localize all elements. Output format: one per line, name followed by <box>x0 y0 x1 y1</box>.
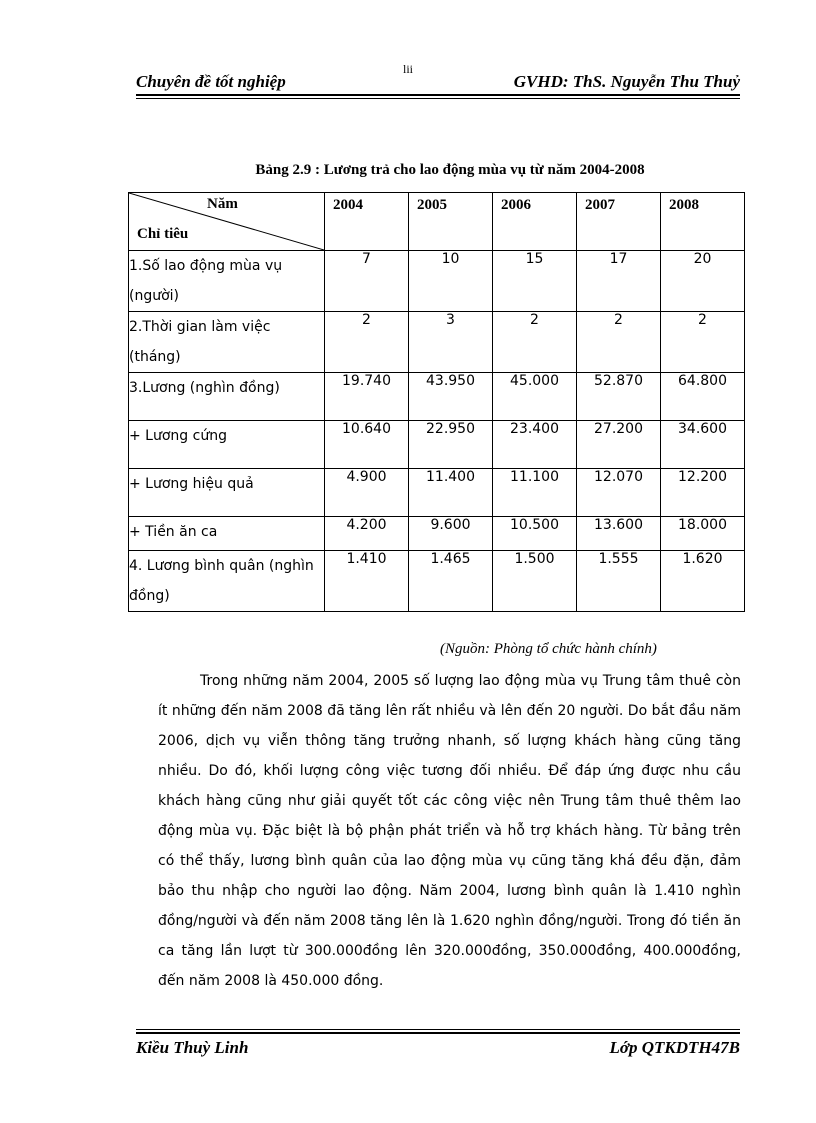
table-source-note: (Nguồn: Phòng tổ chức hành chính) <box>440 641 657 657</box>
cell-value: 13.600 <box>577 517 661 551</box>
year-header: 2004 <box>325 193 409 251</box>
header-rule-thick <box>136 94 740 96</box>
cell-value: 1.410 <box>325 551 409 612</box>
cell-value: 1.555 <box>577 551 661 612</box>
footer-class: Lớp QTKDTH47B <box>609 1038 740 1057</box>
cell-value: 19.740 <box>325 373 409 421</box>
cell-value: 64.800 <box>661 373 745 421</box>
page-footer <box>136 1038 740 1062</box>
table-row <box>129 421 745 469</box>
table-row <box>129 251 745 312</box>
year-header: 2008 <box>661 193 745 251</box>
year-header: 2006 <box>493 193 577 251</box>
table-row <box>129 517 745 551</box>
cell-value: 20 <box>661 251 745 312</box>
cell-value: 4.200 <box>325 517 409 551</box>
page-number: lii <box>402 62 413 76</box>
footer-author: Kiều Thuỳ Linh <box>136 1038 249 1057</box>
table-row <box>129 373 745 421</box>
body-paragraph: Trong những năm 2004, 2005 số lượng lao động mùa vụ Trung tâm thuê còn ít những đến năm 2008 đã tăng lên rất nhiều và lên đến 20 người. Do bắt đầu năm 2006, dịch vụ viễn thông tăng trưởng nhanh, số lượng khách hàng cũng tăng nhiều. Do đó, khối lượng công việc tương đối nhiều. Để đáp ứng được nhu cầu khách hàng cũng như giải quyết tốt các công việc nên Trung tâm thuê thêm lao động mùa vụ. Đặc biệt là bộ phận phát triển và hỗ trợ khách hàng. Từ bảng trên có thể thấy, lương bình quân của lao động mùa vụ cũng tăng khá đều đặn, đảm bảo thu nhập cho người lao động. Năm 2004, lương bình quân là 1.410 nghìn đồng/người và đến năm 2008 tăng lên là 1.620 nghìn đồng/người. Trong đó tiền ăn ca tăng lần lượt từ 300.000đồng lên 320.000đồng, 350.000đồng, 400.000đồng, đến năm 2008 là 450.000 đồng. <box>158 673 741 989</box>
cell-value: 27.200 <box>577 421 661 469</box>
cell-value: 2 <box>325 312 409 373</box>
cell-value: 34.600 <box>661 421 745 469</box>
cell-value: 1.620 <box>661 551 745 612</box>
header-left-title: Chuyên đề tốt nghiệp <box>136 72 286 91</box>
corner-metric-label: Chỉ tiêu <box>137 226 189 242</box>
cell-value: 45.000 <box>493 373 577 421</box>
cell-value: 1.500 <box>493 551 577 612</box>
row-label: 4. Lương bình quân (nghìn đồng) <box>129 551 325 612</box>
table-row <box>129 551 745 612</box>
footer-rule-thick <box>136 1032 740 1034</box>
corner-year-label: Năm <box>207 196 238 212</box>
row-label: 1.Số lao động mùa vụ (người) <box>129 251 325 312</box>
page-header <box>136 68 740 94</box>
cell-value: 9.600 <box>409 517 493 551</box>
table-row <box>129 312 745 373</box>
cell-value: 43.950 <box>409 373 493 421</box>
cell-value: 22.950 <box>409 421 493 469</box>
year-header: 2005 <box>409 193 493 251</box>
row-label: 2.Thời gian làm việc (tháng) <box>129 312 325 373</box>
cell-value: 12.200 <box>661 469 745 517</box>
cell-value: 15 <box>493 251 577 312</box>
table-corner-cell <box>129 193 325 251</box>
cell-value: 4.900 <box>325 469 409 517</box>
header-rule-thin <box>136 98 740 99</box>
cell-value: 2 <box>577 312 661 373</box>
cell-value: 11.100 <box>493 469 577 517</box>
row-label: + Tiền ăn ca <box>129 517 325 551</box>
cell-value: 23.400 <box>493 421 577 469</box>
cell-value: 3 <box>409 312 493 373</box>
table-header-row <box>129 193 745 251</box>
table-title: Bảng 2.9 : Lương trả cho lao động mùa vụ từ năm 2004-2008 <box>255 162 645 178</box>
cell-value: 10.640 <box>325 421 409 469</box>
year-header: 2007 <box>577 193 661 251</box>
cell-value: 10 <box>409 251 493 312</box>
salary-table <box>128 192 745 612</box>
row-label: + Lương cứng <box>129 421 325 469</box>
cell-value: 52.870 <box>577 373 661 421</box>
cell-value: 12.070 <box>577 469 661 517</box>
footer-rule-thin <box>136 1029 740 1030</box>
cell-value: 7 <box>325 251 409 312</box>
cell-value: 11.400 <box>409 469 493 517</box>
cell-value: 2 <box>661 312 745 373</box>
cell-value: 2 <box>493 312 577 373</box>
row-label: + Lương hiệu quả <box>129 469 325 517</box>
cell-value: 18.000 <box>661 517 745 551</box>
cell-value: 1.465 <box>409 551 493 612</box>
cell-value: 17 <box>577 251 661 312</box>
header-right-advisor: GVHD: ThS. Nguyễn Thu Thuỷ <box>513 72 740 91</box>
table-row <box>129 469 745 517</box>
cell-value: 10.500 <box>493 517 577 551</box>
row-label: 3.Lương (nghìn đồng) <box>129 373 325 421</box>
